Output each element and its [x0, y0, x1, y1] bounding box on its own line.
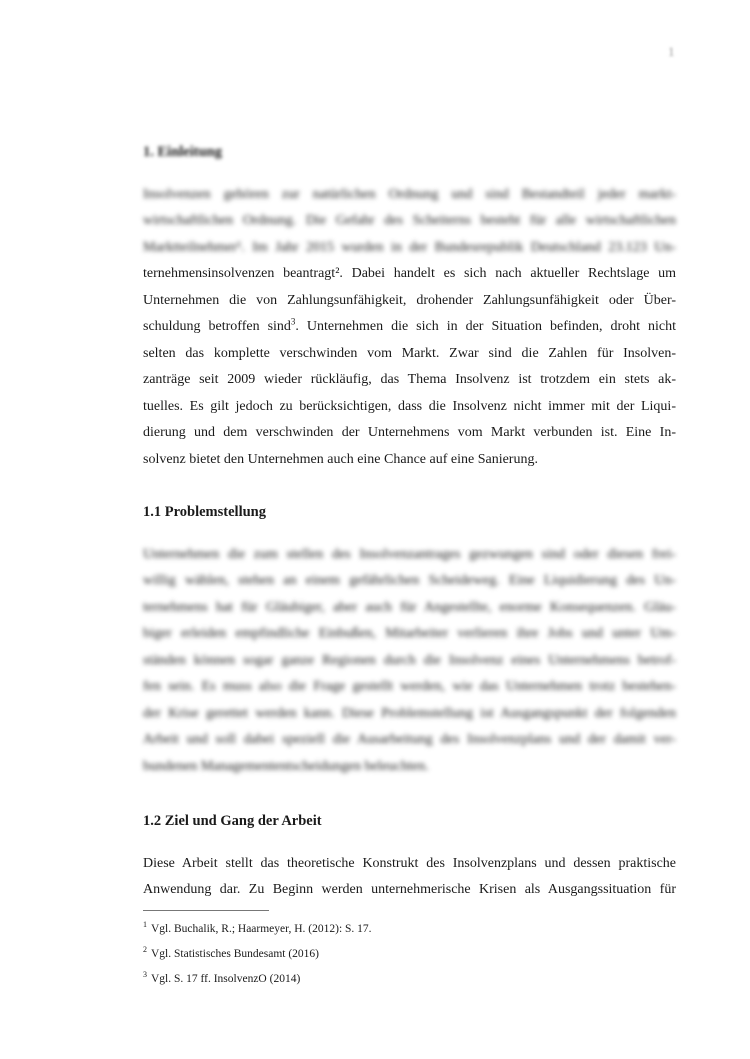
footnote-1	[143, 922, 372, 936]
page-number: 1	[668, 44, 675, 59]
footnote-marker: 3	[290, 316, 296, 327]
paragraph-line: Marktteilnehmer¹. Im Jahr 2015 wurden in der Bundesrepublik Deutschland 23.123 Un-	[143, 240, 676, 255]
paragraph-line: ternehmens hat für Gläubiger, aber auch für Angestellte, enorme Konsequenzen. Gläu-	[143, 600, 676, 615]
section-heading-problemstellung: 1.1 Problemstellung	[143, 504, 266, 520]
paragraph-line: Insolvenzen gehören zur natürlichen Ordnung und sind Bestandteil jeder markt-	[143, 187, 676, 202]
paragraph-line: willig wählen, stehen an einem gefährlichen Scheideweg. Eine Liquidierung des Un-	[143, 573, 676, 588]
footnote-number: 3	[143, 970, 147, 980]
footnote-text: Vgl. S. 17 ff. InsolvenzO (2014)	[151, 973, 301, 985]
paragraph-line	[143, 318, 676, 336]
footnote-3	[143, 972, 300, 986]
paragraph-line: dierung und dem verschwinden der Unternehmens vom Markt verbunden ist. Eine In-	[143, 425, 676, 440]
section-heading-einleitung: 1. Einleitung	[143, 144, 222, 160]
line-text: ternehmensinsolvenzen beantragt	[143, 266, 336, 281]
paragraph-line: Unternehmen die zum stellen des Insolvenzantrages gezwungen sind oder diesen frei-	[143, 547, 676, 562]
paragraph-line: tuelles. Es gilt jedoch zu berücksichtigen, dass die Insolvenz nicht immer mit der Liqui-	[143, 399, 676, 414]
line-text: schuldung betroffen sind	[143, 319, 291, 334]
footnote-2	[143, 947, 319, 961]
paragraph-line: ständen können sogar ganze Regionen durch die Insolvenz eines Unternehmens betrof-	[143, 653, 676, 668]
paragraph-line	[143, 265, 676, 283]
footnote-number: 1	[143, 920, 147, 930]
paragraph-line: biger erleiden empfindliche Einbußen, Mitarbeiter verlieren ihre Jobs und unter Um-	[143, 626, 676, 641]
paragraph-line: selten das komplette verschwinden vom Markt. Zwar sind die Zahlen für Insolven-	[143, 346, 676, 361]
paragraph-line: wirtschaftlichen Ordnung. Die Gefahr des Scheiterns besteht für alle wirtschaftlichen	[143, 213, 676, 228]
paragraph-line: fen sein. Es muss also die Frage gestellt werden, wie das Unternehmen trotz bestehen-	[143, 679, 676, 694]
footnote-text: Vgl. Statistisches Bundesamt (2016)	[151, 948, 320, 960]
paragraph-line: solvenz bietet den Unternehmen auch eine Chance auf eine Sanierung.	[143, 452, 538, 467]
footnote-separator	[143, 910, 269, 911]
paragraph-line: bundenen Managemententscheidungen beleuchten.	[143, 759, 429, 774]
section-heading-ziel: 1.2 Ziel und Gang der Arbeit	[143, 813, 322, 829]
paragraph-line: der Krise gerettet werden kann. Diese Problemstellung ist Ausgangspunkt der folgenden	[143, 706, 676, 721]
footnote-text: Vgl. Buchalik, R.; Haarmeyer, H. (2012): S. 17.	[151, 923, 372, 935]
paragraph-line: zanträge seit 2009 wieder rückläufig, das Thema Insolvenz ist trotzdem ein stets ak-	[143, 372, 676, 387]
line-text: . Unternehmen die sich in der Situation befinden, droht nicht	[295, 319, 676, 334]
paragraph-line: Anwendung dar. Zu Beginn werden unternehmerische Krisen als Ausgangssituation für	[143, 882, 676, 897]
paragraph-line: Arbeit und soll dabei speziell die Ausarbeitung des Insolvenzplans und der damit ver-	[143, 732, 676, 747]
paragraph-line: Diese Arbeit stellt das theoretische Konstrukt des Insolvenzplans und dessen praktische	[143, 856, 676, 871]
line-text: ². Dabei handelt es sich nach aktueller Rechtslage um	[335, 266, 676, 281]
paragraph-line: Unternehmen die von Zahlungsunfähigkeit, drohender Zahlungsunfähigkeit oder Über-	[143, 293, 676, 308]
footnote-number: 2	[143, 945, 147, 955]
